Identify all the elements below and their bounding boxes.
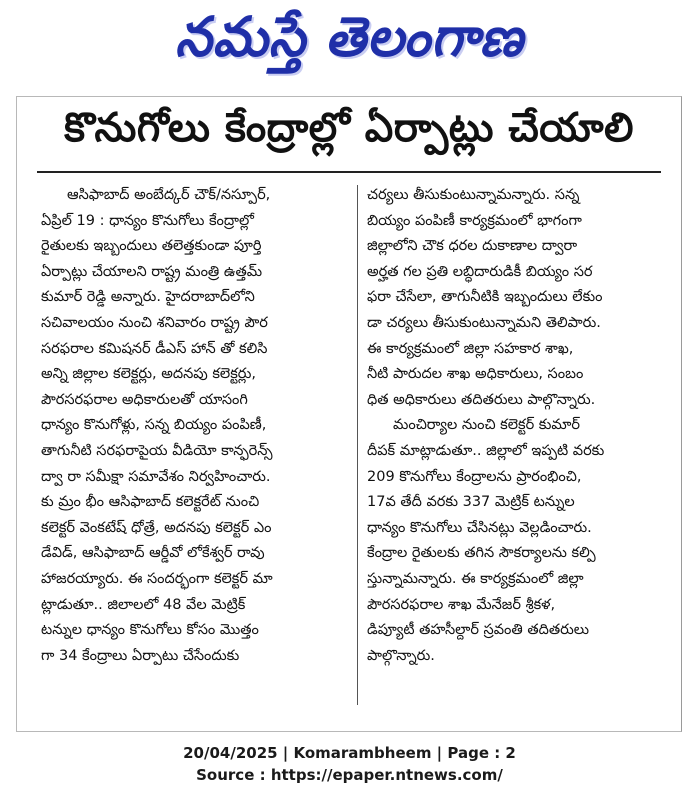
newspaper-logo: నమస్తే తెలంగాణ xyxy=(175,5,524,69)
article-column-left xyxy=(41,183,349,669)
article-text-line: దీపక్ మాట్లాడుతూ.. జిల్లాలో ఇప్పటి వరకు xyxy=(367,442,605,459)
article-text-line: కుమార్ రెడ్డి అన్నారు. హైదరాబాద్‌లోని xyxy=(41,289,255,306)
article-text-line: ఏప్రిల్ 19 : ధాన్యం కొనుగోలు కేంద్రాల్లో xyxy=(41,212,254,229)
article-text-line: డిప్యూటీ తహసీల్దార్ స్రవంతి తదితరులు xyxy=(367,622,590,639)
article-text-line: ఆసిఫాబాద్ అంబేద్కర్ చౌక్/నస్పూర్, xyxy=(67,187,271,203)
masthead xyxy=(0,0,699,88)
article-text-line: మంచిర్యాల నుంచి కలెక్టర్ కుమార్ xyxy=(393,417,580,434)
article-text-line: డేవిడ్, ఆసిఫాబాద్ ఆర్డీవో లోకేశ్వర్ రావు xyxy=(41,545,265,562)
article-text-line: ఫరా చేసేలా, తాగునీటికి ఇబ్బందులు లేకుం xyxy=(367,289,603,306)
headline-divider xyxy=(37,171,661,173)
article-text-line: చర్యలు తీసుకుంటున్నామన్నారు. సన్న xyxy=(367,187,580,203)
article-text-line: తాగునీటి సరఫరాపైయ వీడియో కాన్ఫరెన్స్ xyxy=(41,442,273,459)
article-text-line: రైతులకు ఇబ్బందులు తలెత్తకుండా పూర్తి xyxy=(41,238,262,255)
article-text-line: పౌరసరఫరాల అధికారులతో యాసంగి xyxy=(41,391,248,408)
article-text-line: కేంద్రాల రైతులకు తగిన సౌకర్యాలను కల్పి xyxy=(367,545,596,562)
article-text-line: జిల్లాలోని చౌక ధరల దుకాణాల ద్వారా xyxy=(367,238,578,255)
article-headline: కొనుగోలు కేంద్రాల్లో ఏర్పాట్లు చేయాలి xyxy=(64,105,634,151)
article-text-line: బియ్యం పంపిణీ కార్యక్రమంలో భాగంగా xyxy=(367,212,582,229)
article-text-line: పౌరసరఫరాల శాఖ మేనేజర్ శ్రీకళ, xyxy=(367,596,556,613)
page-footer xyxy=(0,742,699,786)
footer-source-link[interactable]: Source : https://epaper.ntnews.com/ xyxy=(196,766,503,784)
article-text-line: ధాన్యం కొనుగోలు చేసినట్లు వెల్లడించారు. xyxy=(367,519,592,536)
article-clipping xyxy=(16,96,682,732)
article-text-line: డా చర్యలు తీసుకుంటున్నామని తెలిపారు. xyxy=(367,314,601,331)
article-text-line: టన్నుల ధాన్యం కొనుగోలు కోసం మొత్తం xyxy=(41,622,259,639)
article-text-line: కు మ్రం భీం ఆసిఫాబాద్ కలెక్టరేట్ నుంచి xyxy=(41,494,260,511)
article-text-line: హాజరయ్యారు. ఈ సందర్భంగా కలెక్టర్ మా xyxy=(41,570,273,587)
article-text-line: ధాన్యం కొనుగోళ్లు, సన్న బియ్యం పంపిణీ, xyxy=(41,417,267,434)
footer-edition-info: 20/04/2025 | Komarambheem | Page : 2 xyxy=(183,744,516,762)
article-column-right xyxy=(367,183,663,669)
article-text-line: ధిత అధికారులు తదితరులు పాల్గొన్నారు. xyxy=(367,391,596,408)
article-text-line: సరఫరాల కమిషనర్ డీఎస్ హాన్ తో కలిసి xyxy=(41,340,268,357)
article-text-line: ట్లాడుతూ.. జిలాలలో 48 వేల మెట్రిక్ xyxy=(41,596,246,613)
article-text-line: అర్హత గల ప్రతి లబ్ధిదారుడికీ బియ్యం సర xyxy=(367,263,593,280)
article-text-line: కలెక్టర్ వెంకటేష్ ధోత్రే, అదనపు కలెక్టర్ ఎం xyxy=(41,519,272,536)
article-text-line: నీటి పారుదల శాఖ అధికారులు, సంబం xyxy=(367,366,584,383)
article-text-line: ఏర్పాట్లు చేయాలని రాష్ట్ర మంత్రి ఉత్తమ్ xyxy=(41,263,263,280)
article-text-line: ఈ కార్యక్రమంలో జిల్లా సహకార శాఖ, xyxy=(367,340,574,357)
article-text-line: గా 34 కేంద్రాలు ఏర్పాటు చేసేందుకు xyxy=(41,647,240,664)
article-text-line: సచివాలయం నుంచి శనివారం రాష్ట్ర పౌర xyxy=(41,314,268,331)
article-text-line: ద్వా రా సమీక్షా సమావేశం నిర్వహించారు. xyxy=(41,468,271,485)
article-text-line: పాల్గొన్నారు. xyxy=(367,647,435,664)
article-text-line: 17వ తేదీ వరకు 337 మెట్రిక్ టన్నుల xyxy=(367,494,575,511)
article-text-line: అన్ని జిల్లాల కలెక్టర్లు, అదనపు కలెక్టర్లు, xyxy=(41,366,256,383)
column-divider xyxy=(357,185,358,705)
article-text-line: స్తున్నామన్నారు. ఈ కార్యక్రమంలో జిల్లా xyxy=(367,570,584,587)
article-text-line: 209 కొనుగోలు కేంద్రాలను ప్రారంభించి, xyxy=(367,468,582,485)
